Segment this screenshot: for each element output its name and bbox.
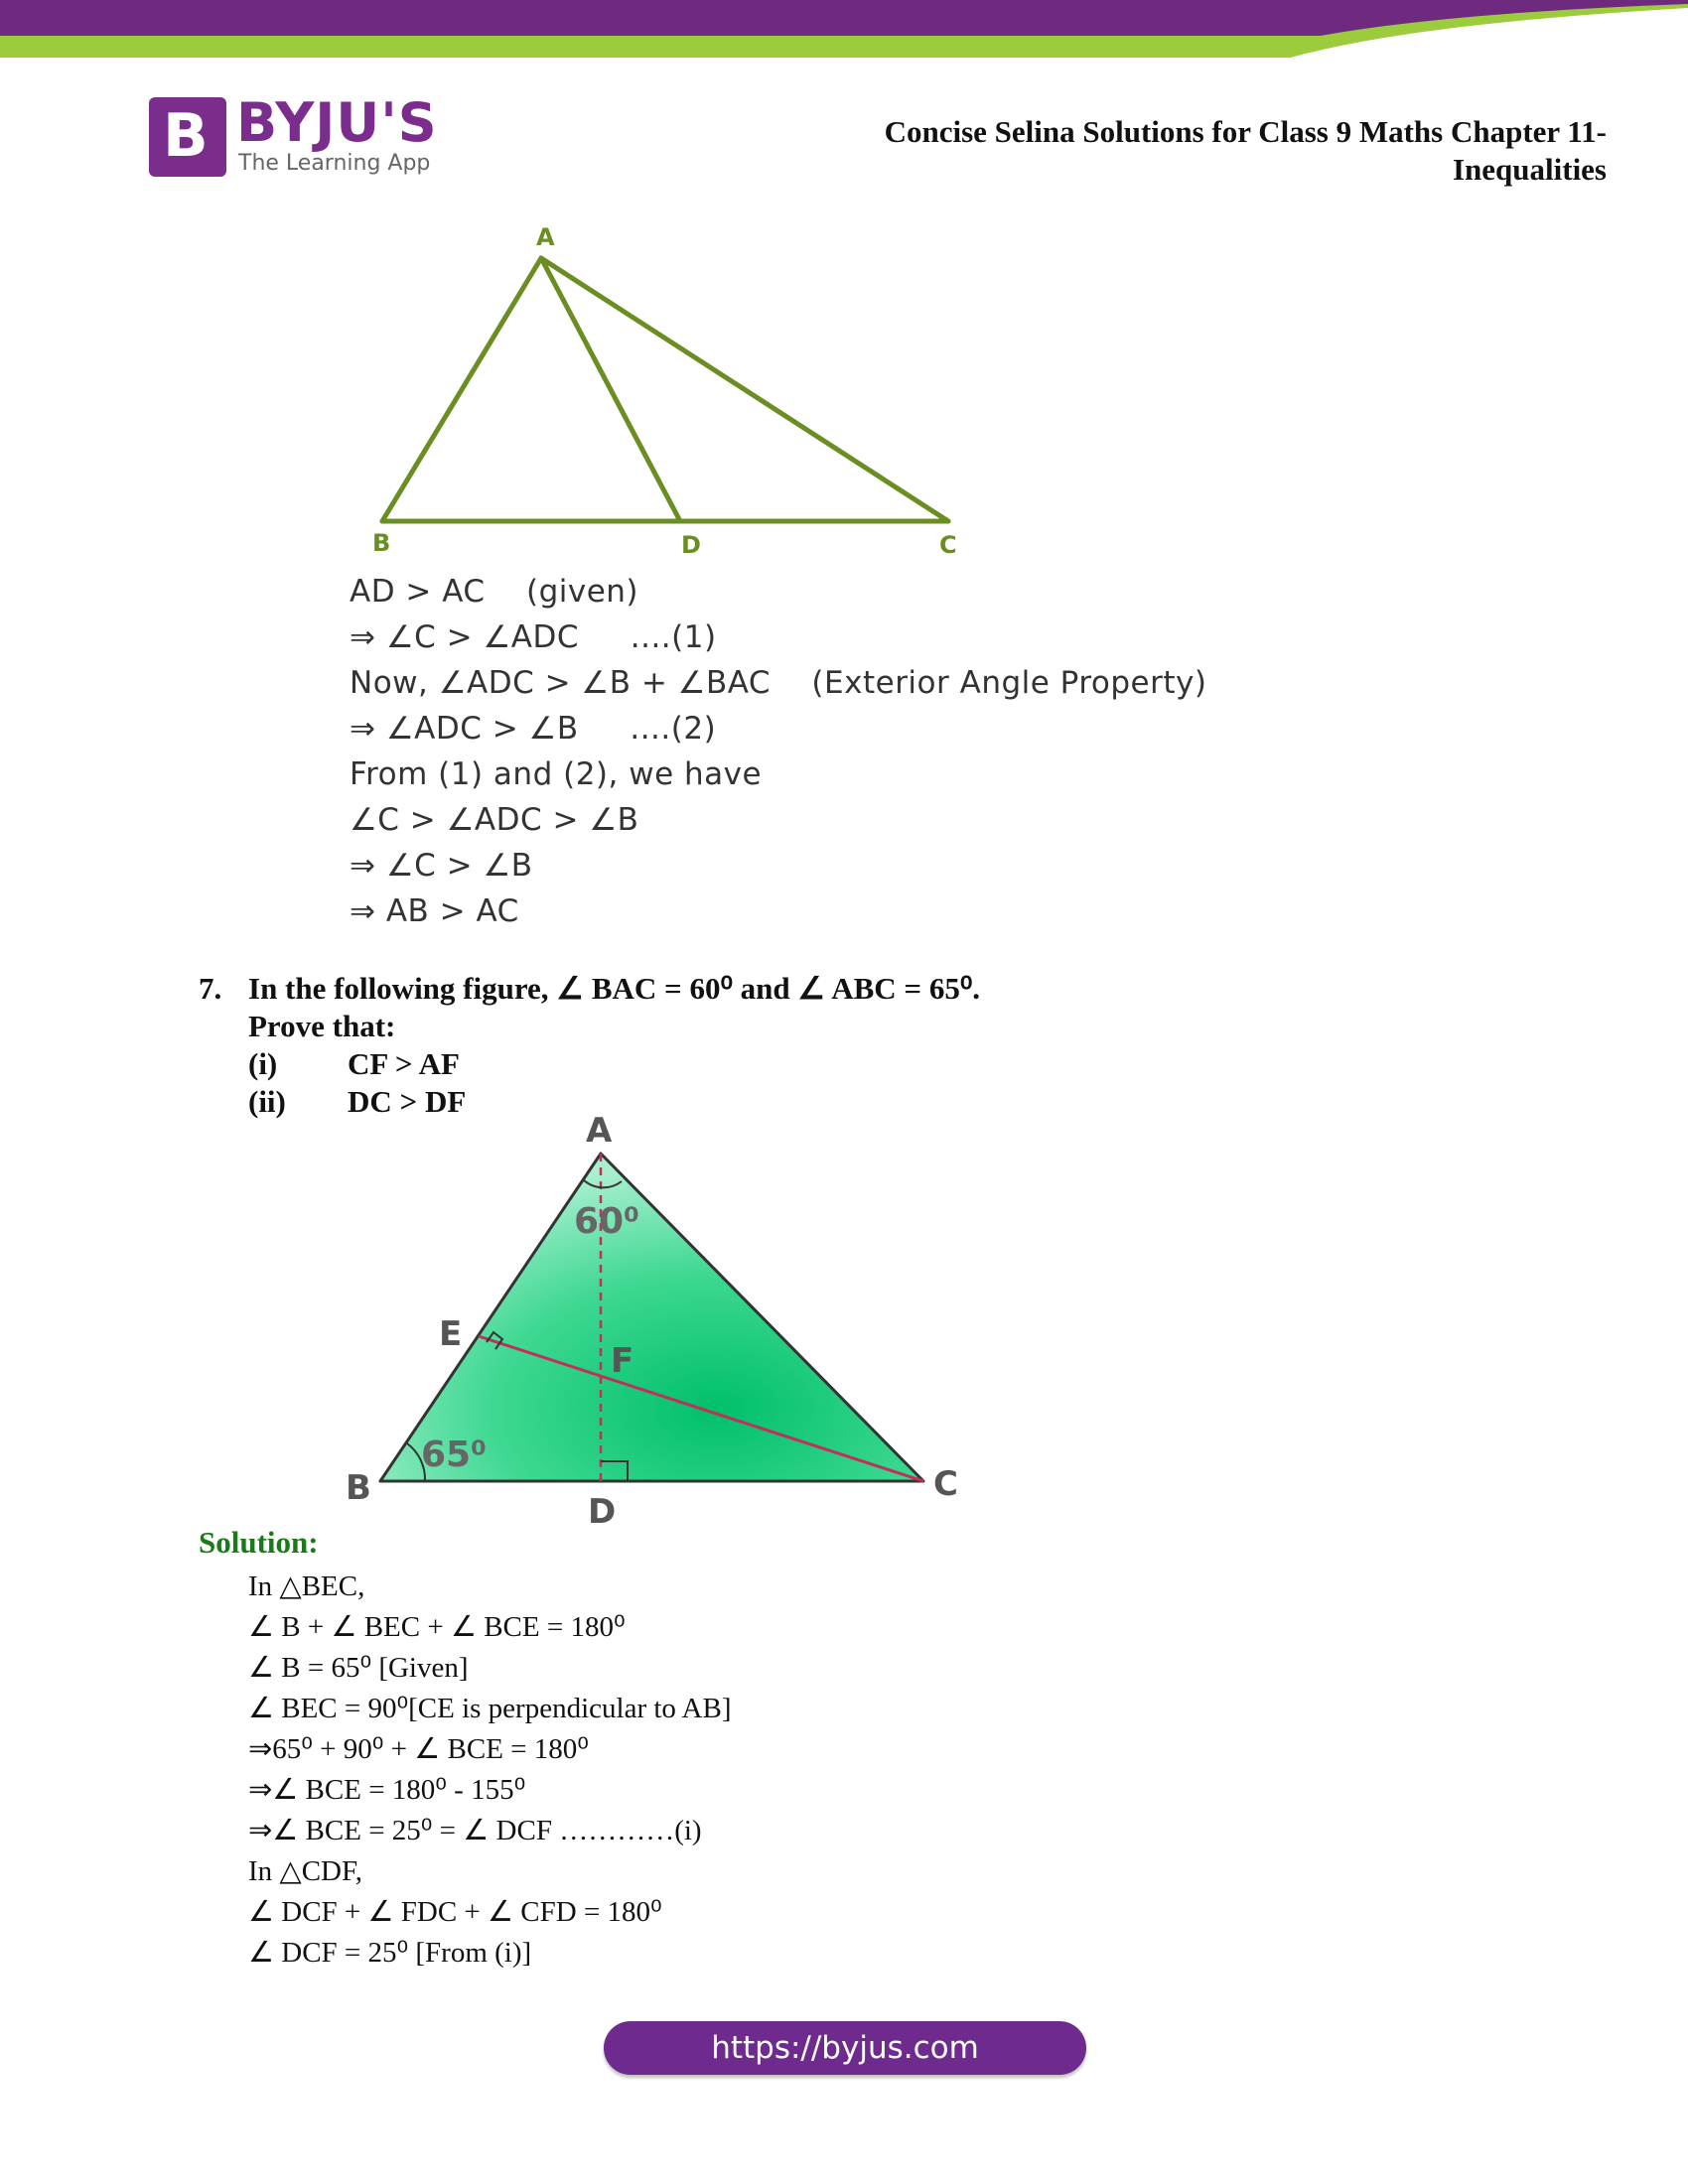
solution-line: ∠ DCF + ∠ FDC + ∠ CFD = 180⁰ — [248, 1896, 662, 1928]
triangle-figure-2 — [328, 1112, 1003, 1529]
label-d: D — [588, 1492, 617, 1529]
solution-line: ⇒∠ BCE = 180⁰ - 155⁰ — [248, 1774, 526, 1806]
document-title — [713, 113, 1607, 189]
solution-line: ∠ B = 65⁰ [Given] — [248, 1652, 469, 1684]
logo-name: BYJU'S — [236, 91, 438, 154]
solution-heading: Solution: — [199, 1525, 319, 1560]
proof-line: ⇒ ∠C > ∠ADC ....(1) — [350, 619, 717, 655]
title-line-1: Concise Selina Solutions for Class 9 Maths Chapter 11- — [884, 114, 1607, 149]
proof-line: AD > AC (given) — [350, 574, 639, 610]
footer-url-link[interactable]: https://byjus.com — [604, 2021, 1086, 2075]
side-ac — [541, 258, 948, 521]
question-part-number: (ii) — [248, 1084, 286, 1119]
logo-tagline: The Learning App — [238, 151, 431, 176]
solution-line: ⇒65⁰ + 90⁰ + ∠ BCE = 180⁰ — [248, 1733, 589, 1765]
angle-label-b: 65⁰ — [421, 1434, 487, 1475]
segment-ad — [541, 258, 680, 521]
label-f: F — [611, 1341, 634, 1381]
top-banner — [0, 0, 1688, 60]
label-b: B — [372, 529, 391, 557]
question-prove: Prove that: — [248, 1009, 396, 1043]
label-e: E — [439, 1314, 463, 1354]
label-a: A — [536, 223, 555, 251]
proof-line: Now, ∠ADC > ∠B + ∠BAC (Exterior Angle Property) — [350, 665, 1207, 701]
proof-line: ⇒ ∠C > ∠B — [350, 848, 533, 884]
proof-line: From (1) and (2), we have — [350, 756, 763, 792]
label-d: D — [681, 531, 701, 559]
question-number: 7. — [199, 971, 222, 1006]
angle-label-a: 60⁰ — [574, 1201, 639, 1242]
question-part-number: (i) — [248, 1046, 278, 1081]
solution-line: ∠ DCF = 25⁰ [From (i)] — [248, 1937, 532, 1969]
question-part-text: CF > AF — [348, 1046, 460, 1081]
solution-line: ∠ B + ∠ BEC + ∠ BCE = 180⁰ — [248, 1611, 626, 1643]
question-part-text: DC > DF — [348, 1084, 467, 1119]
label-a: A — [586, 1112, 613, 1151]
proof-line: ⇒ ∠ADC > ∠B ....(2) — [350, 711, 717, 747]
solution-line: ⇒∠ BCE = 25⁰ = ∠ DCF …………(i) — [248, 1815, 702, 1846]
byjus-logo — [149, 91, 438, 181]
solution-line: In △BEC, — [248, 1570, 365, 1602]
side-ab — [382, 258, 541, 521]
title-line-2: Inequalities — [1452, 152, 1607, 187]
proof-line: ⇒ AB > AC — [350, 893, 519, 929]
solution-line: In △CDF, — [248, 1855, 363, 1887]
label-c: C — [933, 1464, 958, 1504]
label-b: B — [346, 1468, 371, 1508]
proof-line: ∠C > ∠ADC > ∠B — [350, 802, 639, 838]
logo-b-icon: B — [149, 97, 226, 177]
solution-line: ∠ BEC = 90⁰[CE is perpendicular to AB] — [248, 1693, 732, 1724]
triangle-figure-1 — [357, 223, 973, 566]
question-stem: In the following figure, ∠ BAC = 60⁰ and ∠ ABC = 65⁰. — [248, 971, 980, 1006]
label-c: C — [939, 531, 957, 559]
